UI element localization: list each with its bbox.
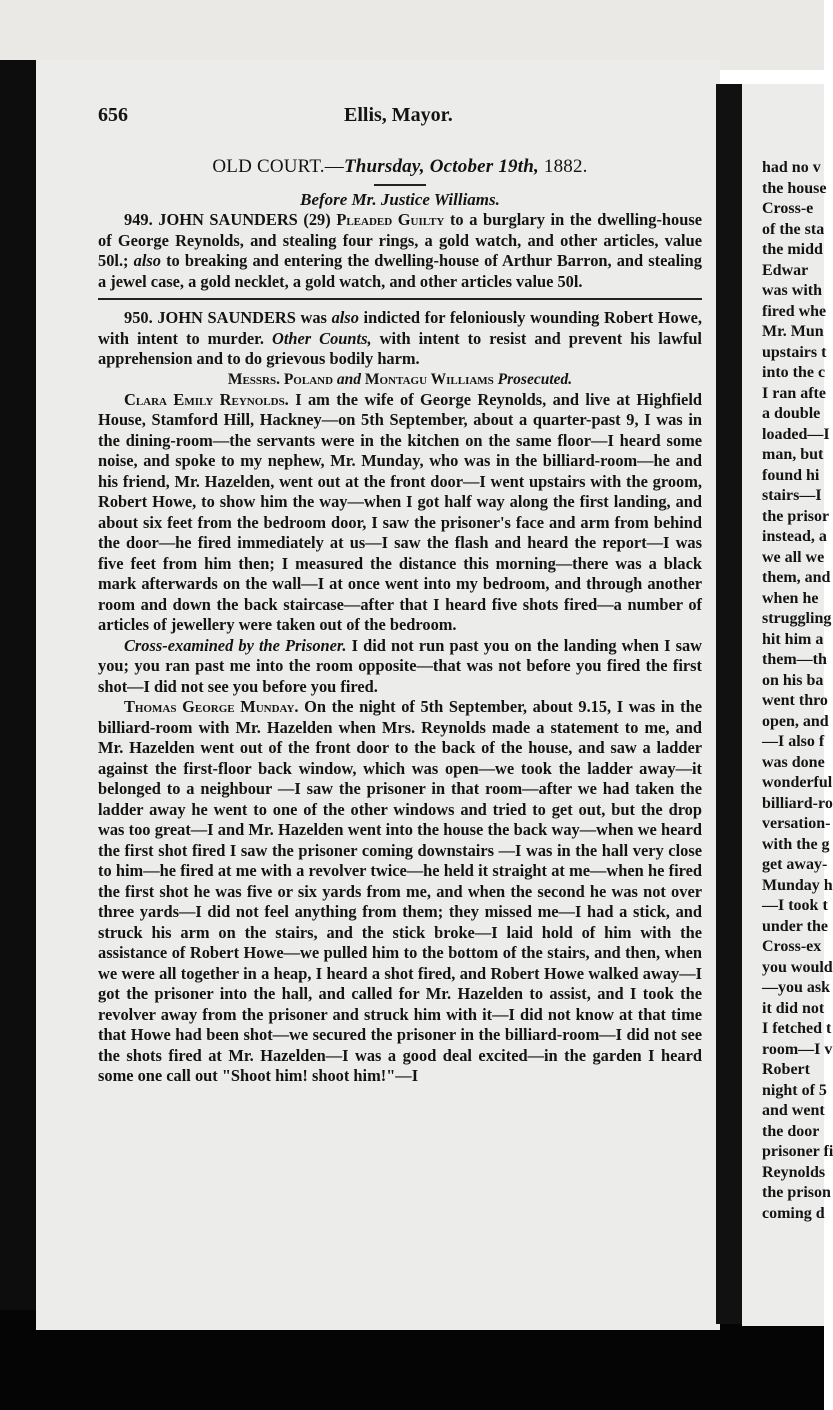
- right-page-line: coming d: [762, 1204, 825, 1222]
- right-page-line: was done: [762, 753, 825, 771]
- judge-line: Before Mr. Justice Williams.: [300, 190, 500, 209]
- witness-reynolds-name: Clara Emily Reynolds.: [124, 389, 289, 409]
- right-page-line: —I also f: [762, 733, 825, 750]
- case-949-also: also: [133, 251, 161, 270]
- counsel-line: [98, 371, 702, 389]
- heading-rule: [374, 184, 426, 186]
- right-page-line: under the: [762, 917, 828, 935]
- right-page-line: found hi: [762, 466, 820, 484]
- session-court: OLD COURT.—: [212, 156, 344, 177]
- right-page-line: room—I v: [762, 1040, 833, 1058]
- witness-munday-text: On the night of 5th September, about 9.15, I was in the billiard-room with Mr. Hazelden when Mrs. Reynolds made a statement to me, and Mr. Hazelden went out of the front door to the back of the house, and saw a ladder against the first-floor back window, which was open—we took the ladder away—it belonged to a neighbour —I saw the prisoner in that room—after we had taken the ladder away he went to one of the other windows and tried to get out, but the drop was too great—I and Mr. Hazelden went into the house the back way—when we heard the first shot fired I saw the prisoner coming downstairs —I was in the hall very close to him—he fired at me with a revolver twice—he held it straight at me—when he fired the first shot he was five or six yards from me, and when the second he was not over three yards—I did not feel anything from them; they missed me—I had a stick, and struck his arm on the stairs, and the stick broke—I laid hold of him with the assistance of Robert Howe—we pulled him to the bottom of the stairs, and then, when we were all together in a heap, I heard a shot fired, and Robert Howe walked away—I got the prisoner into the hall, and called for Mr. Hazelden to assist, and I took the revolver away from the prisoner and struck him with it—I did not know at that time that Howe had been shot—we secured the prisoner in the billiard-room—I did not see the shots fired at Mr. Hazelden—I was a good deal excited—in the garden I heard some one call out "Shoot him! shoot him!"—I: [98, 697, 702, 1085]
- page-content: [98, 104, 702, 1087]
- right-page-line: struggling: [762, 610, 832, 627]
- session-date: Thursday, October 19th,: [343, 156, 539, 177]
- right-page-line: had no v: [762, 159, 821, 176]
- right-page-line: man, but: [762, 446, 824, 463]
- right-page-line: versation-: [762, 815, 831, 832]
- right-page-line: the prisor: [762, 507, 830, 525]
- session-year: 1882.: [538, 156, 588, 177]
- right-page-line: went thro: [762, 692, 828, 709]
- witness-reynolds-text: I am the wife of George Reynolds, and live at Highfield House, Stamford Hill, Hackney—on 5th September, about a quarter-past 9, I was in the dining-room—the servants were in the kitchen on the same floor—I heard some noise, and spoke to my nephew, Mr. Munday, who was in the billiard-room—he and his friend, Mr. Hazelden, went out at the front door—I went upstairs with the groom, Robert Howe, to show him the way—when I got half way along the first landing, and about six feet from the bedroom door, I saw the prisoner's face and arm from behind the door—he fired immediately at us—I saw the flash and heard the report—I was five feet from him then; I measured the distance this morning—there was a black mark afterwards on the wall—I at once went into my bedroom, and through another room and down the back staircase—after that I heard five shots fired—a number of articles of jewellery were taken out of the bedroom.: [98, 389, 702, 634]
- cross-examination-label: Cross-examined by the Prisoner.: [124, 635, 347, 655]
- testimony-munday: [98, 697, 702, 1087]
- case-949-name: JOHN SAUNDERS: [158, 210, 298, 229]
- right-page-line: wonderful: [762, 774, 833, 791]
- right-page-line: Mr. Mun: [762, 323, 824, 340]
- right-page-line: Munday h: [762, 876, 833, 894]
- testimony-reynolds: [98, 390, 702, 636]
- case-949-paragraph: [98, 210, 702, 292]
- right-page-line: with the g: [762, 835, 830, 853]
- right-page-line: Cross-ex: [762, 938, 822, 955]
- right-page-line: was with: [762, 282, 823, 299]
- right-page-line: Reynolds: [762, 1163, 826, 1181]
- right-page-line: the midd: [762, 241, 823, 258]
- right-page-line: —I took t: [762, 897, 828, 914]
- right-page-line: stairs—I: [762, 487, 822, 504]
- right-page-line: I fetched t: [762, 1020, 832, 1037]
- case-950-name: JOHN SAUNDERS: [157, 308, 296, 327]
- right-page-line: fired whe: [762, 302, 827, 320]
- right-page-line: and went: [762, 1102, 825, 1119]
- case-949-number: 949.: [124, 210, 153, 229]
- case-949-text-b: to breaking and entering the dwelling-house of Arthur Barron, and stealing a jewel case, a gold necklet, a gold watch, and other articles value 50l.: [98, 251, 702, 291]
- counsel-names-b: Montagu Williams: [364, 370, 494, 388]
- case-950-paragraph: [98, 308, 702, 370]
- counsel-names-a: Messrs. Poland: [227, 370, 334, 388]
- left-page: [36, 60, 720, 1330]
- right-page-line: Edwar: [762, 261, 809, 279]
- right-page-line: a double: [762, 405, 821, 422]
- case-950-number: 950.: [124, 308, 153, 327]
- case-949-text-a: to a burglary in the dwelling-house of George Reynolds, and stealing four rings, a gold watch, and other articles, value 50l.;: [98, 210, 702, 270]
- right-page-line: loaded—I: [762, 425, 830, 443]
- right-page-line: Robert: [762, 1061, 810, 1078]
- case-950-text-a: was: [300, 308, 327, 327]
- right-page-line: it did not: [762, 999, 825, 1017]
- witness-munday-name: Thomas George Munday.: [124, 697, 299, 716]
- right-page-line: them—th: [762, 651, 827, 668]
- testimony-cross-examination: [98, 636, 702, 698]
- right-page-line: the house: [762, 179, 827, 197]
- right-page-line: —you ask: [762, 979, 831, 996]
- right-page-fragment: [742, 84, 833, 1326]
- right-page-line: billiard-ro: [762, 794, 833, 812]
- right-page-line: of the sta: [762, 220, 825, 238]
- session-heading: [98, 156, 702, 178]
- case-949-age: (29): [303, 210, 331, 229]
- right-page-line: we all we: [762, 548, 825, 566]
- right-page-line: hit him a: [762, 630, 824, 648]
- right-page-line: open, and: [762, 712, 829, 730]
- right-page-line: when he: [762, 589, 819, 607]
- cross-examination-text: I did not run past you on the landing when I saw you; you ran past me into the room opposite—that was not before you fired the first shot—I did not see you before you fired.: [98, 635, 702, 696]
- right-page-line: upstairs t: [762, 343, 827, 361]
- right-page-line: prisoner fi: [762, 1143, 833, 1160]
- book-left-edge: [0, 60, 38, 1332]
- case-949-plea: Pleaded Guilty: [336, 210, 445, 229]
- right-page-line: the prison: [762, 1184, 831, 1201]
- right-page-line: into the c: [762, 364, 826, 381]
- counsel-and: and: [336, 370, 362, 388]
- book-gutter: [716, 84, 744, 1324]
- case-950-also: also: [331, 308, 359, 327]
- right-page-line: them, and: [762, 569, 831, 586]
- right-page-text: [742, 158, 833, 1224]
- right-page-line: I ran afte: [762, 384, 826, 402]
- right-page-line: Cross-e: [762, 200, 814, 217]
- case-950-other-counts: Other Counts,: [272, 328, 372, 348]
- page-number: 656: [98, 104, 128, 126]
- right-page-line: the door: [762, 1122, 820, 1140]
- case-950-text-c: with intent to resist and prevent his lawful apprehension and to do grievous bodily harm.: [98, 328, 702, 368]
- right-page-line: on his ba: [762, 671, 824, 689]
- running-head: Ellis, Mayor.: [344, 104, 453, 126]
- right-page-line: get away-: [762, 856, 828, 873]
- case-divider: [98, 298, 702, 300]
- right-page-line: night of 5: [762, 1081, 827, 1099]
- counsel-role: Prosecuted.: [497, 370, 573, 388]
- case-950-text-b: indicted for feloniously wounding Robert Howe, with intent to murder.: [98, 308, 702, 348]
- right-page-line: instead, a: [762, 528, 827, 545]
- right-page-line: you would: [762, 958, 833, 976]
- page-header: [98, 104, 702, 134]
